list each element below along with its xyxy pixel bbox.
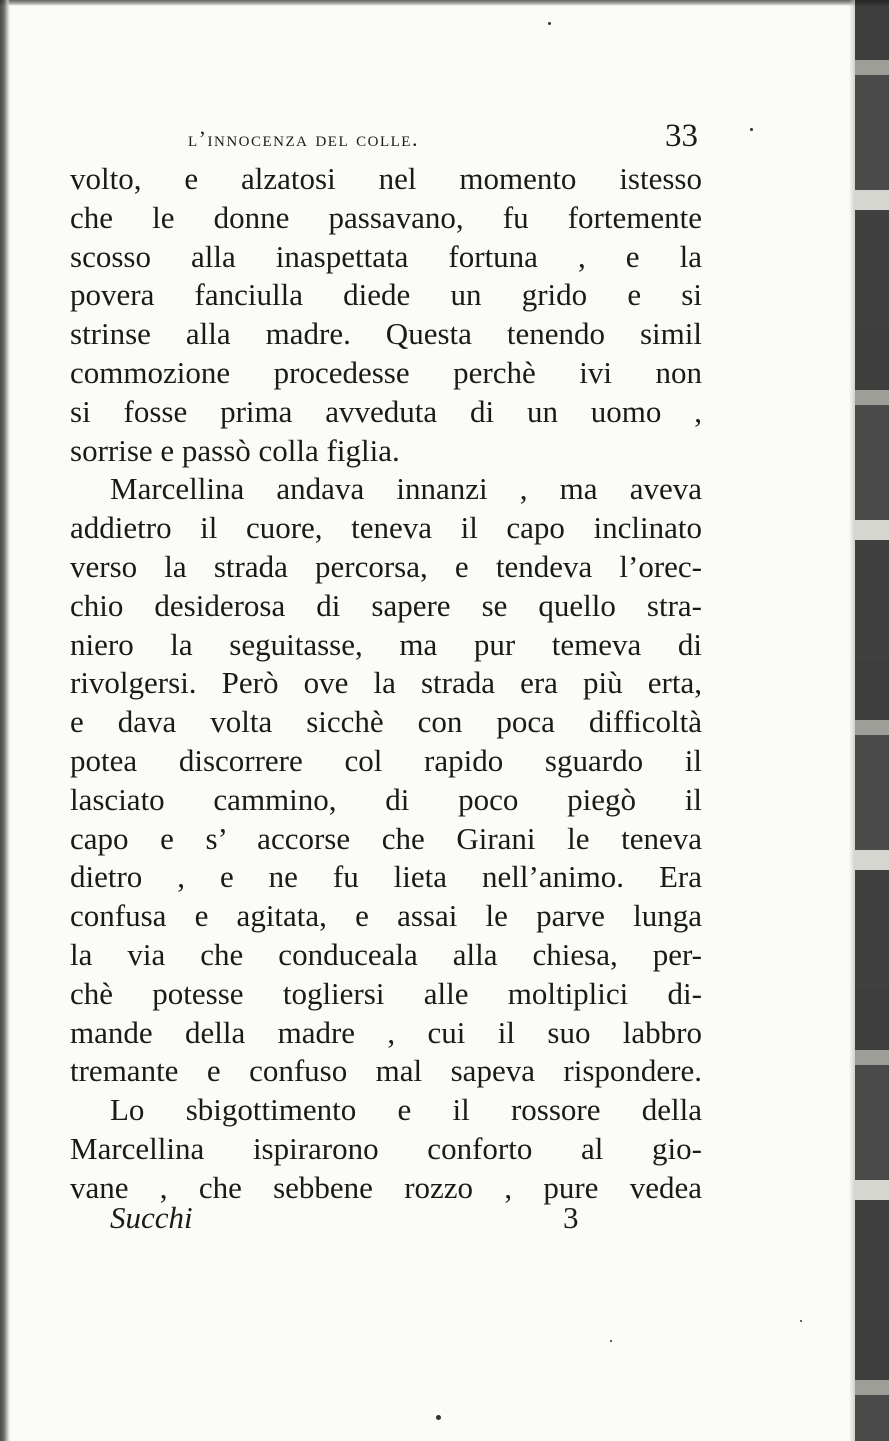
page-header xyxy=(70,118,710,158)
text-line: confusa e agitata, e assai le parve lunga xyxy=(70,898,702,934)
scan-edge-top xyxy=(0,0,889,6)
text-line: capo e s’ accorse che Girani le teneva xyxy=(70,820,702,856)
text-line: verso la strada percorsa, e tendeva l’orec- xyxy=(70,548,702,584)
signature-number: 3 xyxy=(563,1200,579,1235)
text-line: si fosse prima avveduta di un uomo , xyxy=(70,393,702,429)
text-line: la via che conduceala alla chiesa, per- xyxy=(70,936,702,972)
text-line: mande della madre , cui il suo labbro xyxy=(70,1014,702,1050)
text-line: che le donne passavano, fu fortemente xyxy=(70,199,702,235)
ink-speck xyxy=(548,22,551,25)
signature-author: Succhi xyxy=(110,1200,193,1235)
scan-edge-right xyxy=(855,0,889,1441)
text-line: rivolgersi. Però ove la strada era più erta, xyxy=(70,665,702,701)
text-line: Marcellina ispirarono conforto al gio- xyxy=(70,1130,702,1166)
ink-speck xyxy=(610,1340,612,1342)
text-line: lasciato cammino, di poco piegò il xyxy=(70,781,702,817)
text-line: chè potesse togliersi alle moltiplici di- xyxy=(70,975,702,1011)
paragraph-start-line: Lo sbigottimento e il rossore della xyxy=(110,1092,702,1128)
page-number: 33 xyxy=(665,118,698,154)
text-line: dietro , e ne fu lieta nell’animo. Era xyxy=(70,859,702,895)
ink-speck xyxy=(436,1415,441,1420)
text-line: povera fanciulla diede un grido e si xyxy=(70,277,702,313)
text-line: vane , che sebbene rozzo , pure vedea xyxy=(70,1169,702,1205)
text-line: strinse alla madre. Questa tenendo simil xyxy=(70,316,702,352)
ink-speck xyxy=(750,128,753,131)
text-line: commozione procedesse perchè ivi non xyxy=(70,354,702,390)
scan-edge-left xyxy=(0,0,10,1441)
text-line: chio desiderosa di sapere se quello stra- xyxy=(70,587,702,623)
text-line: volto, e alzatosi nel momento istesso xyxy=(70,161,702,196)
ink-speck xyxy=(800,1320,802,1322)
signature-line xyxy=(110,1200,630,1244)
paragraph-start-line: Marcellina andava innanzi , ma aveva xyxy=(110,471,702,507)
text-line: niero la seguitasse, ma pur temeva di xyxy=(70,626,702,662)
body-text xyxy=(70,160,702,1208)
text-line: addietro il cuore, teneva il capo inclinato xyxy=(70,510,702,546)
text-line: potea discorrere col rapido sguardo il xyxy=(70,742,702,778)
text-line: tremante e confuso mal sapeva rispondere. xyxy=(70,1053,702,1089)
text-line: sorrise e passò colla figlia. xyxy=(70,432,400,468)
running-title: l’innocenza del colle. xyxy=(188,126,419,151)
text-line: e dava volta sicchè con poca difficoltà xyxy=(70,704,702,740)
text-line: scosso alla inaspettata fortuna , e la xyxy=(70,238,702,274)
